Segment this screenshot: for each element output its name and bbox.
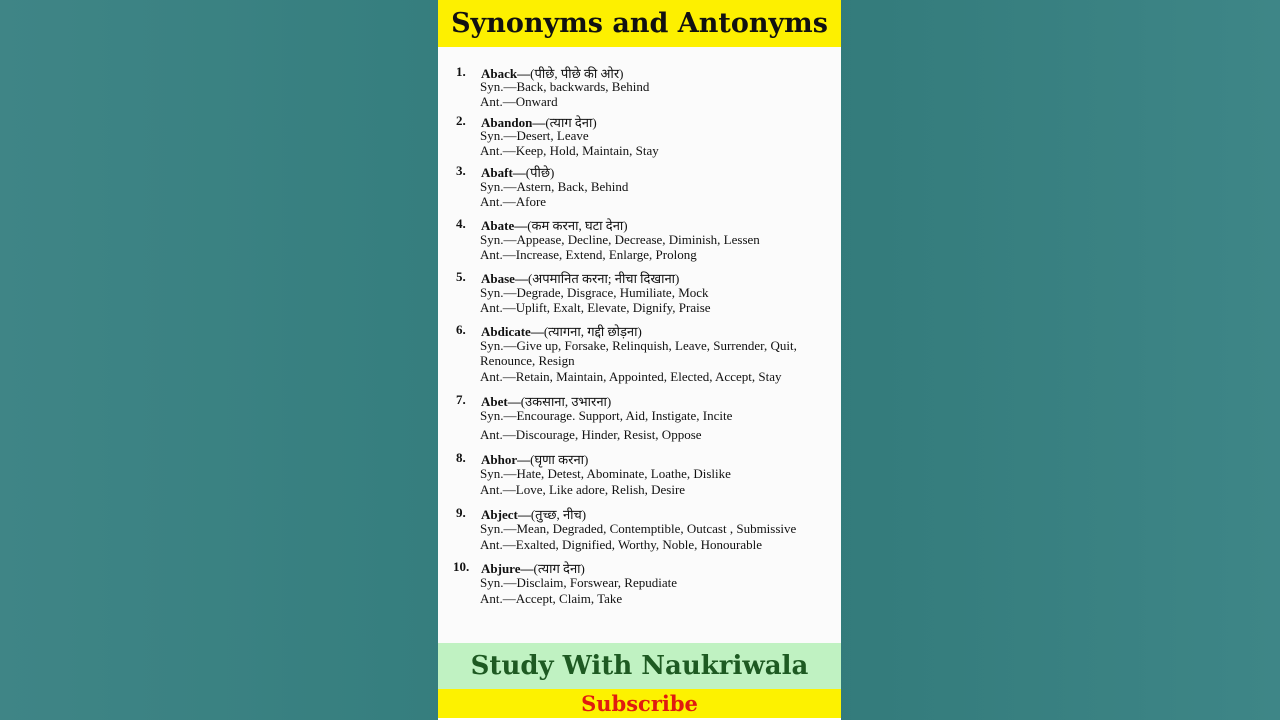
entry-word: Abaft xyxy=(481,165,513,180)
synonyms-line: Syn.—Encourage. Support, Aid, Instigate, Incite xyxy=(480,408,733,423)
entry-number: 7. xyxy=(456,392,466,407)
subscribe-label[interactable]: Subscribe xyxy=(581,691,698,716)
antonyms: Uplift, Exalt, Elevate, Dignify, Praise xyxy=(515,300,711,315)
entry-number: 1. xyxy=(456,64,466,79)
entry-word: Abdicate xyxy=(481,324,531,339)
antonyms-line: Ant.—Increase, Extend, Enlarge, Prolong xyxy=(480,247,697,262)
antonyms-line: Ant.—Love, Like adore, Relish, Desire xyxy=(480,482,686,497)
synonyms-line: Syn.—Degrade, Disgrace, Humiliate, Mock xyxy=(480,285,709,300)
antonyms: Increase, Extend, Enlarge, Prolong xyxy=(515,247,697,262)
antonyms-line: Ant.—Keep, Hold, Maintain, Stay xyxy=(480,143,659,158)
entry-hindi: (त्याग देना) xyxy=(545,115,597,130)
entry-hindi: (घृणा करना) xyxy=(530,452,589,467)
entry-word: Abjure xyxy=(481,561,521,576)
antonyms: Retain, Maintain, Appointed, Elected, Accept, Stay xyxy=(515,369,782,384)
brand-banner xyxy=(438,643,841,689)
synonyms-line: Syn.—Desert, Leave xyxy=(480,128,589,143)
synonyms: Encourage. Support, Aid, Instigate, Incite xyxy=(516,408,733,423)
entry-hindi: (पीछे) xyxy=(525,165,555,180)
subscribe-banner[interactable] xyxy=(438,689,841,718)
entry-heading: Abjure—(त्याग देना) xyxy=(481,561,585,576)
synonyms-line: Syn.—Back, backwards, Behind xyxy=(480,79,650,94)
entry-heading: Aback—(पीछे, पीछे की ओर) xyxy=(481,66,624,81)
entry-number: 2. xyxy=(456,113,466,128)
entry-word: Abase xyxy=(481,271,515,286)
entry-number: 5. xyxy=(456,269,466,284)
synonyms-continued: Renounce, Resign xyxy=(480,353,575,368)
entry-hindi: (उकसाना, उभारना) xyxy=(520,394,612,409)
synonyms: Desert, Leave xyxy=(516,128,589,143)
antonyms: Exalted, Dignified, Worthy, Noble, Honourable xyxy=(515,537,763,552)
antonyms-line: Ant.—Onward xyxy=(480,94,558,109)
entry-heading: Abase—(अपमानित करना; नीचा दिखाना) xyxy=(481,271,680,286)
antonyms: Love, Like adore, Relish, Desire xyxy=(515,482,686,497)
synonyms-line: Syn.—Give up, Forsake, Relinquish, Leave, Surrender, Quit, xyxy=(480,338,797,353)
synonyms: Degrade, Disgrace, Humiliate, Mock xyxy=(516,285,709,300)
entry-word: Abject xyxy=(481,507,518,522)
entry-heading: Abhor—(घृणा करना) xyxy=(481,452,589,467)
synonyms-line: Syn.—Hate, Detest, Abominate, Loathe, Dislike xyxy=(480,466,731,481)
antonyms-line: Ant.—Accept, Claim, Take xyxy=(480,591,623,606)
entry-number: 9. xyxy=(456,505,466,520)
synonyms: Hate, Detest, Abominate, Loathe, Dislike xyxy=(516,466,731,481)
synonyms: Disclaim, Forswear, Repudiate xyxy=(516,575,677,590)
synonyms: Back, backwards, Behind xyxy=(516,79,650,94)
synonyms-line: Syn.—Appease, Decline, Decrease, Diminish, Lessen xyxy=(480,232,760,247)
entry-hindi: (पीछे, पीछे की ओर) xyxy=(530,66,624,81)
entry-heading: Abaft—(पीछे) xyxy=(481,165,555,180)
document-card xyxy=(438,0,841,720)
antonyms-line: Ant.—Discourage, Hinder, Resist, Oppose xyxy=(480,427,702,442)
antonyms: Keep, Hold, Maintain, Stay xyxy=(515,143,659,158)
page-title: Synonyms and Antonyms xyxy=(451,8,828,39)
entry-word: Abet xyxy=(481,394,508,409)
antonyms-line: Ant.—Retain, Maintain, Appointed, Elected, Accept, Stay xyxy=(480,369,782,384)
entry-word: Abhor xyxy=(481,452,518,467)
brand-name: Study With Naukriwala xyxy=(470,651,809,681)
entry-heading: Abet—(उकसाना, उभारना) xyxy=(481,394,612,409)
synonyms-line: Syn.—Astern, Back, Behind xyxy=(480,179,629,194)
entry-hindi: (त्याग देना) xyxy=(533,561,585,576)
entry-number: 4. xyxy=(456,216,466,231)
synonyms-line: Syn.—Disclaim, Forswear, Repudiate xyxy=(480,575,677,590)
entry-word: Aback xyxy=(481,66,518,81)
synonyms: Appease, Decline, Decrease, Diminish, Lessen xyxy=(516,232,760,247)
antonyms: Accept, Claim, Take xyxy=(515,591,623,606)
entry-word: Abandon xyxy=(481,115,533,130)
antonyms: Discourage, Hinder, Resist, Oppose xyxy=(515,427,702,442)
entry-heading: Abject—(तुच्छ, नीच) xyxy=(481,507,587,522)
entry-number: 3. xyxy=(456,163,466,178)
entry-number: 8. xyxy=(456,450,466,465)
entry-hindi: (अपमानित करना; नीचा दिखाना) xyxy=(527,271,680,286)
entry-hindi: (कम करना, घटा देना) xyxy=(527,218,628,233)
antonyms: Afore xyxy=(515,194,547,209)
title-bar xyxy=(438,0,841,47)
word-list xyxy=(438,47,841,643)
entry-heading: Abdicate—(त्यागना, गद्दी छोड़ना) xyxy=(481,324,642,339)
antonyms-line: Ant.—Uplift, Exalt, Elevate, Dignify, Praise xyxy=(480,300,711,315)
entry-heading: Abandon—(त्याग देना) xyxy=(481,115,597,130)
synonyms-line: Syn.—Mean, Degraded, Contemptible, Outcast , Submissive xyxy=(480,521,797,536)
antonyms-line: Ant.—Afore xyxy=(480,194,547,209)
entry-number: 6. xyxy=(456,322,466,337)
entry-heading: Abate—(कम करना, घटा देना) xyxy=(481,218,628,233)
synonyms: Astern, Back, Behind xyxy=(516,179,629,194)
entry-word: Abate xyxy=(481,218,515,233)
entry-number: 10. xyxy=(453,559,470,574)
synonyms: Mean, Degraded, Contemptible, Outcast , Submissive xyxy=(516,521,797,536)
synonyms: Give up, Forsake, Relinquish, Leave, Surrender, Quit, xyxy=(516,338,797,353)
antonyms: Onward xyxy=(515,94,558,109)
entry-hindi: (तुच्छ, नीच) xyxy=(530,507,587,522)
antonyms-line: Ant.—Exalted, Dignified, Worthy, Noble, Honourable xyxy=(480,537,763,552)
entry-hindi: (त्यागना, गद्दी छोड़ना) xyxy=(543,324,642,339)
